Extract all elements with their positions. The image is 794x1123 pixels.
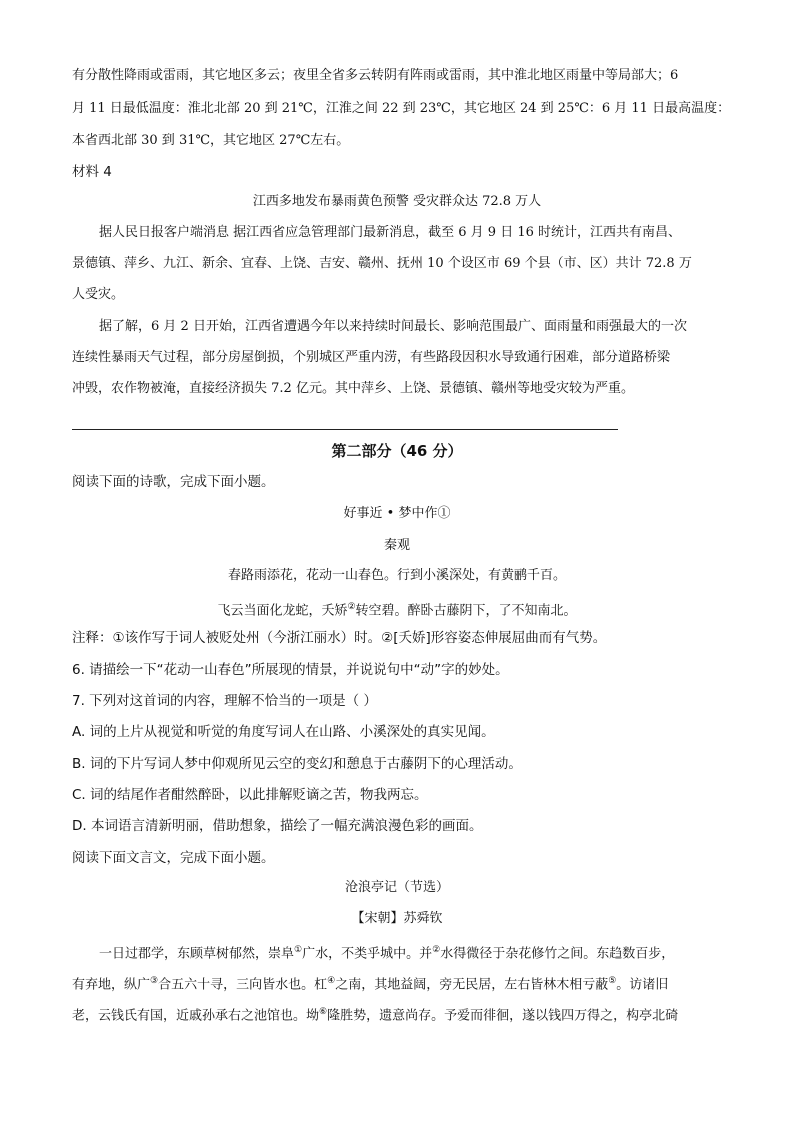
material3-line-3: 本省西北部 30 到 31℃，其它地区 27℃左右。	[72, 133, 350, 148]
prose-line-2-part-a: 有弃地，纵广	[72, 977, 151, 993]
prose-line-2-part-c: 之南，其地益阔，旁无民居，左右皆林木相亏蔽	[335, 977, 609, 993]
poem-line-1: 春路雨添花，花动一山春色。行到小溪深处，有黄鹂千百。	[227, 568, 566, 583]
material4-p2-line-2: 连续性暴雨天气过程，部分房屋倒损，个别城区严重内涝，有些路段因积水导致通行困难，部分道路桥梁	[72, 350, 671, 365]
prose-line-3	[72, 1002, 722, 1026]
prose-line-1	[72, 940, 749, 964]
footnote-marker: ④	[327, 976, 336, 986]
poem-line-2	[72, 597, 722, 621]
poem-note: 注释：①该作写于词人被贬处州（今浙江丽水）时。②[夭娇]形容姿态伸展屈曲而有气势。	[72, 630, 607, 646]
question-7: 7. 下列对这首词的内容，理解不恰当的一项是（ ）	[72, 693, 377, 709]
material4-p1-line-2: 景德镇、萍乡、九江、新余、宜春、上饶、吉安、赣州、抚州 10 个设区市 69 个县（市、区）共计 72.8 万	[72, 256, 692, 271]
footnote-marker: ⑤	[608, 976, 617, 986]
prose-author: 【宋朝】苏舜钦	[351, 911, 443, 926]
prose-line-2-part-b: 合五六十寻，三向皆水也。杠	[158, 977, 328, 993]
poem-line-2-part-b: 转空碧。醉卧古藤阴下，了不知南北。	[355, 603, 577, 619]
prose-instruction: 阅读下面文言文，完成下面小题。	[72, 850, 275, 866]
material3-line-1: 有分散性降雨或雷雨，其它地区多云；夜里全省多云转阴有阵雨或雷雨，其中淮北地区雨量中等局部大；6	[72, 68, 679, 83]
material3-line-2: 月 11 日最低温度：淮北北部 20 到 21℃，江淮之间 22 到 23℃，其它地区 24 到 25℃：6 月 11 日最高温度：	[72, 101, 731, 116]
prose-line-1-part-c: 水得微径于杂花修竹之间。东趋数百步，	[440, 946, 675, 962]
material4-p1-line-3: 人受灾。	[72, 287, 125, 302]
prose-line-3-part-a: 老，云钱氏有国，近戚孙承右之池馆也。坳	[72, 1008, 320, 1024]
poem-author: 秦观	[383, 538, 410, 553]
part2-instruction: 阅读下面的诗歌，完成下面小题。	[72, 474, 275, 490]
footnote-marker: ③	[150, 976, 159, 986]
prose-title: 沧浪亭记（节选）	[344, 880, 449, 895]
prose-line-2	[72, 971, 722, 995]
footnote-marker: ①	[294, 945, 303, 955]
part2-heading: 第二部分（46 分）	[331, 442, 463, 460]
material4-p2-line-3: 冲毁，农作物被淹，直接经济损失 7.2 亿元。其中萍乡、上饶、景德镇、赣州等地受灾较为严重。	[72, 381, 634, 396]
footnote-marker: ②	[432, 945, 441, 955]
material4-label: 材料 4	[72, 164, 112, 180]
prose-line-2-part-d: 。访诸旧	[616, 977, 669, 993]
material4-p2-line-1: 据了解，6 月 2 日开始，江西省遭遇今年以来持续时间最长、影响范围最广、面雨量和雨强最大的一次	[99, 319, 687, 334]
footnote-marker: ②	[347, 602, 356, 612]
poem-line-2-part-a: 飞云当面化龙蛇，夭矫	[217, 603, 348, 619]
poem-title: 好事近 • 梦中作①	[343, 506, 451, 521]
option-a: A. 词的上片从视觉和听觉的角度写词人在山路、小溪深处的真实见闻。	[72, 724, 495, 740]
section-divider	[72, 429, 618, 430]
prose-line-1-part-b: 广水，不类乎城中。并	[302, 946, 433, 962]
question-6: 6. 请描绘一下“花动一山春色”所展现的情景，并说说句中“动”字的妙处。	[72, 662, 509, 678]
option-b: B. 词的下片写词人梦中仰观所见云空的变幻和憩息于古藤阴下的心理活动。	[72, 756, 522, 772]
option-d: D. 本词语言清新明丽，借助想象，描绘了一幅充满浪漫色彩的画面。	[72, 818, 483, 834]
prose-line-3-part-b: 隆胜势，遗意尚存。予爱而徘徊，遂以钱四万得之，构亭北碕	[327, 1008, 679, 1024]
option-c: C. 词的结尾作者酣然醉卧，以此排解贬谪之苦，物我两忘。	[72, 787, 428, 803]
footnote-marker: ⑥	[319, 1007, 328, 1017]
material4-title: 江西多地发布暴雨黄色预警 受灾群众达 72.8 万人	[252, 194, 542, 209]
prose-line-1-part-a: 一日过郡学，东顾草树郁然，崇阜	[99, 946, 295, 962]
material4-p1-line-1: 据人民日报客户端消息 据江西省应急管理部门最新消息，截至 6 月 9 日 16 时统计，江西共有南昌、	[99, 225, 682, 240]
